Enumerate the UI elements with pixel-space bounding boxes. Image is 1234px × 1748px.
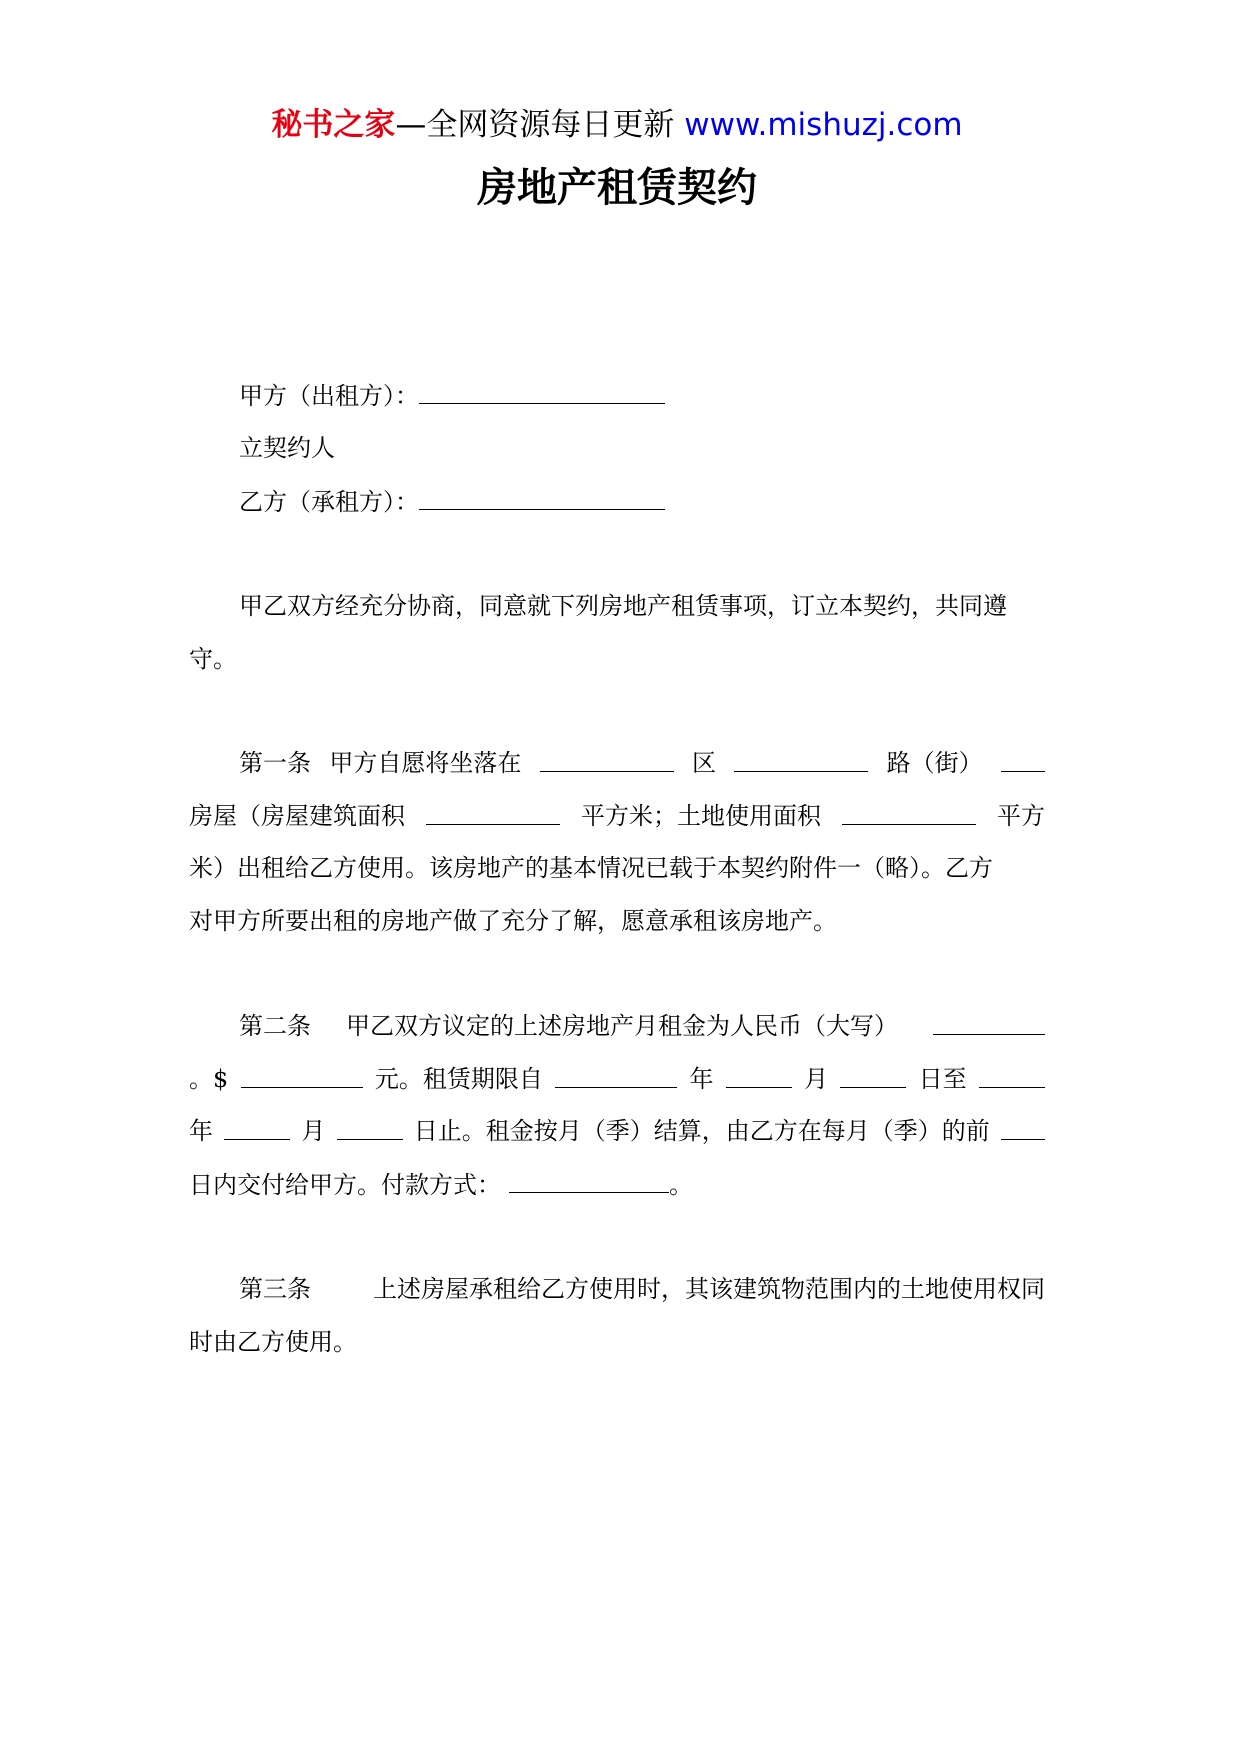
article2-text: 。$ (189, 1065, 229, 1093)
article1-text: 房屋（房屋建筑面积 (189, 802, 405, 830)
article2-line-4 (189, 1166, 1045, 1203)
article2-text: 日至 (918, 1065, 967, 1093)
article2-line-2 (189, 1061, 1045, 1097)
article1-line-2 (189, 798, 1045, 834)
article1-text: 平方 (997, 802, 1045, 830)
document-title: 房地产租赁契约 (477, 165, 757, 211)
site-url-link[interactable]: www.mishuzj.com (684, 107, 963, 143)
article2-text: 年 (689, 1065, 714, 1093)
land-area-blank (842, 798, 976, 825)
article1-line-3: 米）出租给乙方使用。该房地产的基本情况已载于本契约附件一（略）。乙方 (189, 854, 993, 882)
end-day-blank (337, 1113, 403, 1140)
article2-text: 日止。租金按月（季）结算，由乙方在每月（季）的前 (413, 1117, 990, 1145)
site-slogan: —全网资源每日更新 (395, 107, 675, 143)
contractor-label: 立契约人 (239, 434, 335, 462)
article2-heading: 第二条 (239, 1012, 311, 1040)
article1-line-1 (189, 745, 1045, 781)
article1-text: 区 (691, 749, 716, 777)
article2-line-3 (189, 1113, 1045, 1149)
preamble-line-2: 守。 (189, 645, 237, 673)
article3-line-2: 时由乙方使用。 (189, 1328, 357, 1356)
article1-text: 路（街） (886, 749, 983, 777)
party-b-label: 乙方（承租方）： (239, 488, 419, 516)
article2-text: 元。租赁期限自 (374, 1065, 543, 1093)
rent-amount-blank (241, 1061, 363, 1088)
article3-line-1 (189, 1271, 1045, 1307)
street-blank (1001, 745, 1045, 772)
article1-line-4: 对甲方所要出租的房地产做了充分了解，愿意承租该房地产。 (189, 907, 837, 935)
site-header (0, 100, 1234, 150)
article2-text: 日内交付给甲方。付款方式： (189, 1171, 501, 1199)
start-day-blank (840, 1061, 906, 1088)
party-a-line (189, 377, 1045, 414)
payment-method-blank (509, 1166, 669, 1193)
contractor-line (189, 430, 1045, 466)
preamble-line-1: 甲乙双方经充分协商，同意就下列房地产租赁事项，订立本契约，共同遵 (239, 592, 1007, 620)
building-area-blank (426, 798, 560, 825)
party-a-blank (419, 377, 665, 404)
district-blank (734, 745, 868, 772)
article2-line-1 (189, 1008, 1045, 1044)
party-a-label: 甲方（出租方）： (239, 382, 419, 410)
end-month-blank (224, 1113, 290, 1140)
party-b-blank (419, 483, 665, 510)
article2-text: 月 (804, 1065, 829, 1093)
article2-text: 月 (301, 1117, 326, 1145)
site-brand: 秘书之家 (271, 107, 396, 143)
article1-text: 平方米；土地使用面积 (581, 802, 821, 830)
start-month-blank (726, 1061, 792, 1088)
article2-text: 甲乙双方议定的上述房地产月租金为人民币（大写） (346, 1012, 898, 1040)
article3-text: 上述房屋承租给乙方使用时，其该建筑物范围内的土地使用权同 (373, 1275, 1045, 1303)
article2-text: 。 (669, 1171, 693, 1199)
rent-words-blank (933, 1008, 1045, 1035)
article1-heading: 第一条 (239, 749, 311, 777)
payment-days-blank (1001, 1113, 1045, 1140)
location-blank (540, 745, 674, 772)
end-year-blank (979, 1061, 1045, 1088)
party-b-line (189, 483, 1045, 520)
article3-heading: 第三条 (239, 1275, 311, 1303)
article1-text: 甲方自愿将坐落在 (329, 749, 522, 777)
start-year-blank (555, 1061, 677, 1088)
article2-text: 年 (189, 1117, 213, 1145)
